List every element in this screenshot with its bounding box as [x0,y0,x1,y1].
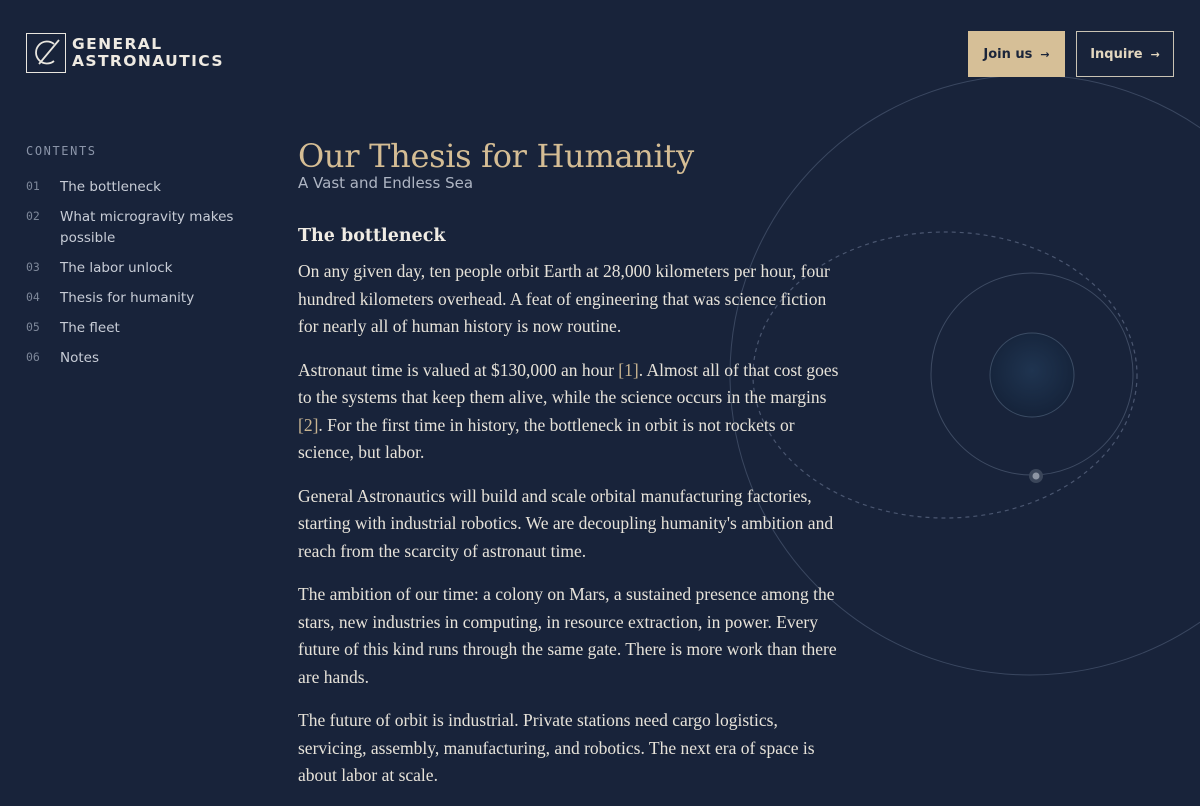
brand-logo[interactable] [26,33,224,73]
toc-label: Notes [60,350,99,366]
inquire-label: Inquire [1090,46,1143,62]
toc-item-notes[interactable] [26,348,246,369]
toc-number: 01 [26,179,40,193]
paragraph-2-text-c: . For the first time in history, the bottleneck in orbit is not rockets or science, but labor. [298,414,795,462]
planet-icon [990,333,1074,417]
toc-label: Thesis for humanity [60,290,195,306]
logo-mark-icon [26,33,66,73]
join-us-label: Join us [983,46,1033,62]
toc-item-microgravity[interactable] [26,207,246,249]
toc-label: The labor unlock [60,260,173,276]
contents-heading: CONTENTS [26,144,97,158]
paragraph-2 [298,357,843,467]
toc-label: The fleet [60,320,120,336]
toc-label: What microgravity makes possible [60,209,234,246]
toc-item-thesis[interactable] [26,288,246,309]
toc-number: 03 [26,260,40,274]
toc-item-fleet[interactable] [26,318,246,339]
toc-item-labor-unlock[interactable] [26,258,246,279]
paragraph-3: General Astronautics will build and scale orbital manufacturing factories, starting with industrial robotics. We are decoupling humanity's ambition and reach from the scarcity of astronaut time. [298,485,834,561]
toc-number: 06 [26,350,40,364]
satellite-icon [1029,469,1043,483]
arrow-right-icon: → [1150,47,1160,61]
citation-link-1[interactable]: [1] [618,359,639,380]
arrow-right-icon: → [1040,47,1050,61]
page-title: Our Thesis for Humanity [298,137,694,175]
brand-wordmark [72,36,224,70]
inner-orbit-ring [931,273,1133,475]
toc-number: 04 [26,290,40,304]
toc-label: The bottleneck [60,179,161,195]
toc-number: 02 [26,209,40,223]
section-heading: The bottleneck [298,226,446,246]
article [298,134,843,806]
citation-link-2[interactable]: [2] [298,414,319,435]
inquire-button[interactable] [1076,31,1174,77]
logo-line-2: ASTRONAUTICS [72,52,224,70]
table-of-contents [26,177,246,378]
paragraph-5: The future of orbit is industrial. Private stations need cargo logistics, servicing, assembly, manufacturing, and robotics. The next era of space is about labor at scale. [298,710,815,785]
page-subtitle: A Vast and Endless Sea [298,174,474,192]
paragraph-1: On any given day, ten people orbit Earth at 28,000 kilometers per hour, four hundred kilometers overhead. A feat of engineering that was science fiction for nearly all of human history is now routine. [298,261,830,336]
toc-number: 05 [26,320,40,334]
paragraph-2-text-b: . Almost all of that cost goes to the systems that keep them alive, while the science occurs in the margins [298,359,839,407]
toc-item-bottleneck[interactable] [26,177,246,198]
paragraph-4: The ambition of our time: a colony on Mars, a sustained presence among the stars, new industries in computing, in resource extraction, in power. Every future of this kind runs through the same gate. There is more work than there are hands. [298,584,837,687]
logo-line-1: GENERAL [72,35,163,53]
join-us-button[interactable] [968,31,1065,77]
paragraph-2-text-a: Astronaut time is valued at $130,000 an hour [298,359,619,380]
